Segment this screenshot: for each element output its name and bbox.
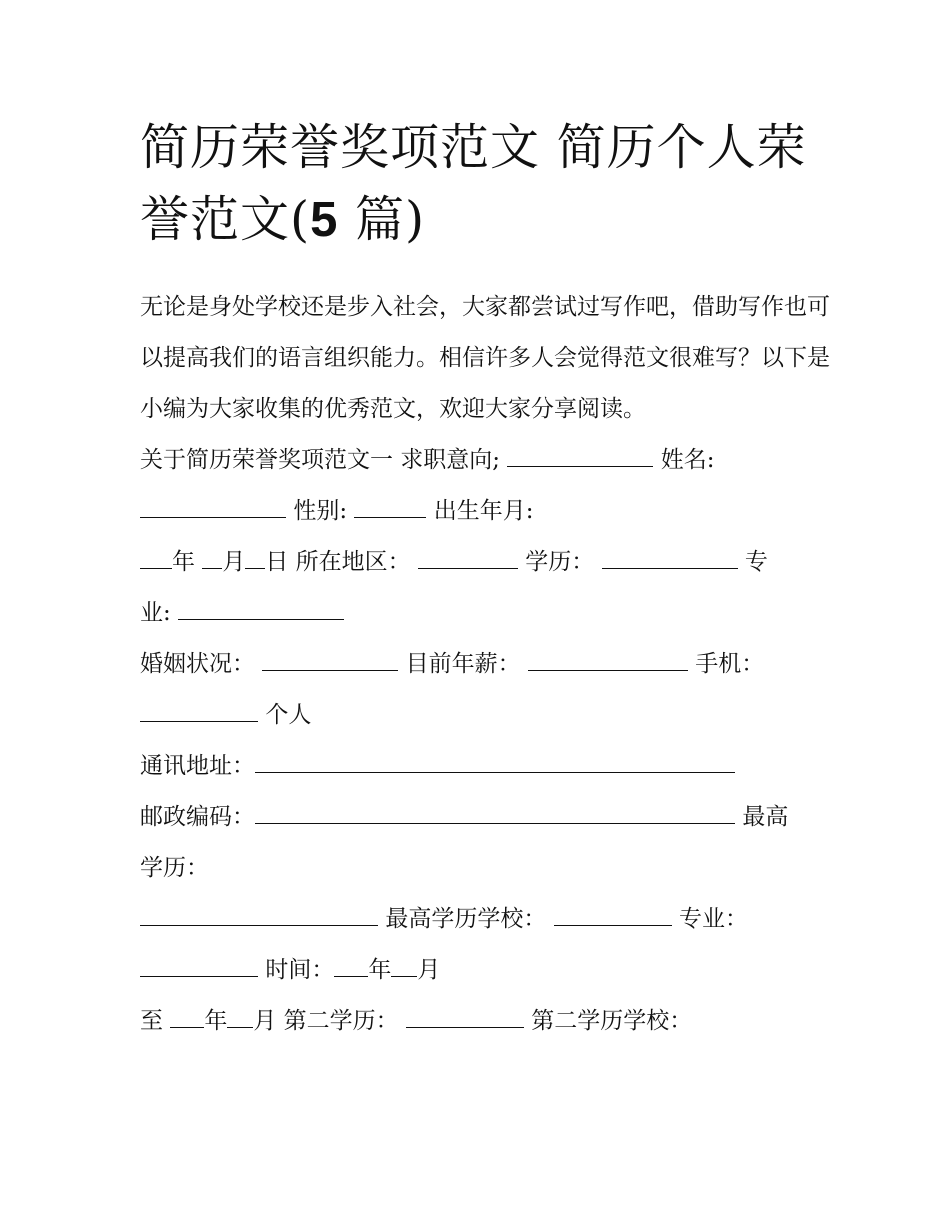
phone-blank	[140, 701, 258, 722]
title-line-2-number: 5	[310, 193, 339, 247]
time-year-blank	[334, 956, 368, 977]
postcode-blank	[255, 803, 735, 824]
major-label-start: 专	[744, 549, 768, 575]
form-line	[140, 945, 830, 996]
form-line	[140, 486, 830, 537]
title-line-2-suffix: 篇)	[338, 191, 426, 248]
time-month-blank	[391, 956, 417, 977]
birth-day-blank	[245, 548, 265, 569]
form-line	[140, 537, 830, 588]
region-blank	[418, 548, 518, 569]
major-blank	[178, 599, 344, 620]
address-blank	[255, 752, 735, 773]
job-intention-blank	[507, 446, 653, 467]
gender-label: 性别:	[293, 498, 348, 524]
second-education-blank	[406, 1007, 524, 1028]
time-label: 时间：	[265, 957, 335, 983]
resume-form	[140, 435, 830, 1047]
salary-label: 目前年薪：	[405, 651, 521, 677]
intro-paragraph: 无论是身处学校还是步入社会，大家都尝试过写作吧，借助写作也可以提高我们的语言组织能力。相信许多人会觉得范文很难写？以下是小编为大家收集的优秀范文，欢迎大家分享阅读。	[140, 294, 830, 422]
highest-education-blank	[140, 905, 378, 926]
marital-blank	[262, 650, 398, 671]
year-label: 年	[172, 549, 195, 575]
form-line	[140, 894, 830, 945]
marital-label: 婚姻状况：	[140, 651, 255, 677]
time-year-label: 年	[368, 957, 392, 983]
form-line	[140, 843, 830, 894]
document-page	[140, 112, 830, 1047]
gender-blank	[354, 497, 426, 518]
highest-school-blank	[554, 905, 672, 926]
highest-label-end: 学历：	[140, 855, 209, 881]
birth-month-blank	[202, 548, 222, 569]
month-label: 月	[222, 549, 246, 575]
second-education-label: 月 第二学历：	[253, 1008, 399, 1034]
name-blank	[140, 497, 286, 518]
form-line	[140, 690, 830, 741]
highest-label-start: 最高	[742, 804, 789, 830]
document-title	[140, 112, 830, 256]
birth-label: 出生年月:	[433, 498, 534, 524]
major-label-end: 业:	[140, 600, 171, 626]
time-month-label: 月	[417, 957, 441, 983]
highest-school-label: 最高学历学校：	[385, 906, 547, 932]
form-line	[140, 741, 830, 792]
form-line	[140, 996, 830, 1047]
highest-major-blank	[140, 956, 258, 977]
form-line	[140, 639, 830, 690]
job-intention-label: 关于简历荣誉奖项范文一 求职意向;	[140, 447, 501, 473]
to-year-blank	[170, 1007, 204, 1028]
personal-label: 个人	[265, 702, 312, 728]
salary-blank	[528, 650, 688, 671]
education-label: 学历：	[525, 549, 595, 575]
postcode-label: 邮政编码：	[140, 804, 255, 830]
form-line	[140, 435, 830, 486]
address-label: 通讯地址：	[140, 753, 255, 779]
highest-major-label: 专业：	[678, 906, 748, 932]
second-school-label: 第二学历学校：	[531, 1008, 693, 1034]
title-line-1: 简历荣誉奖项范文 简历个人荣	[140, 119, 807, 176]
form-line	[140, 588, 830, 639]
phone-label: 手机：	[695, 651, 765, 677]
to-year-label: 年	[204, 1008, 228, 1034]
birth-year-blank	[140, 548, 172, 569]
region-label: 日 所在地区：	[265, 549, 411, 575]
form-line	[140, 792, 830, 843]
title-line-2-prefix: 誉范文(	[140, 191, 311, 248]
name-label: 姓名:	[660, 447, 715, 473]
to-month-blank	[227, 1007, 253, 1028]
education-blank	[602, 548, 738, 569]
to-label: 至	[140, 1008, 163, 1034]
